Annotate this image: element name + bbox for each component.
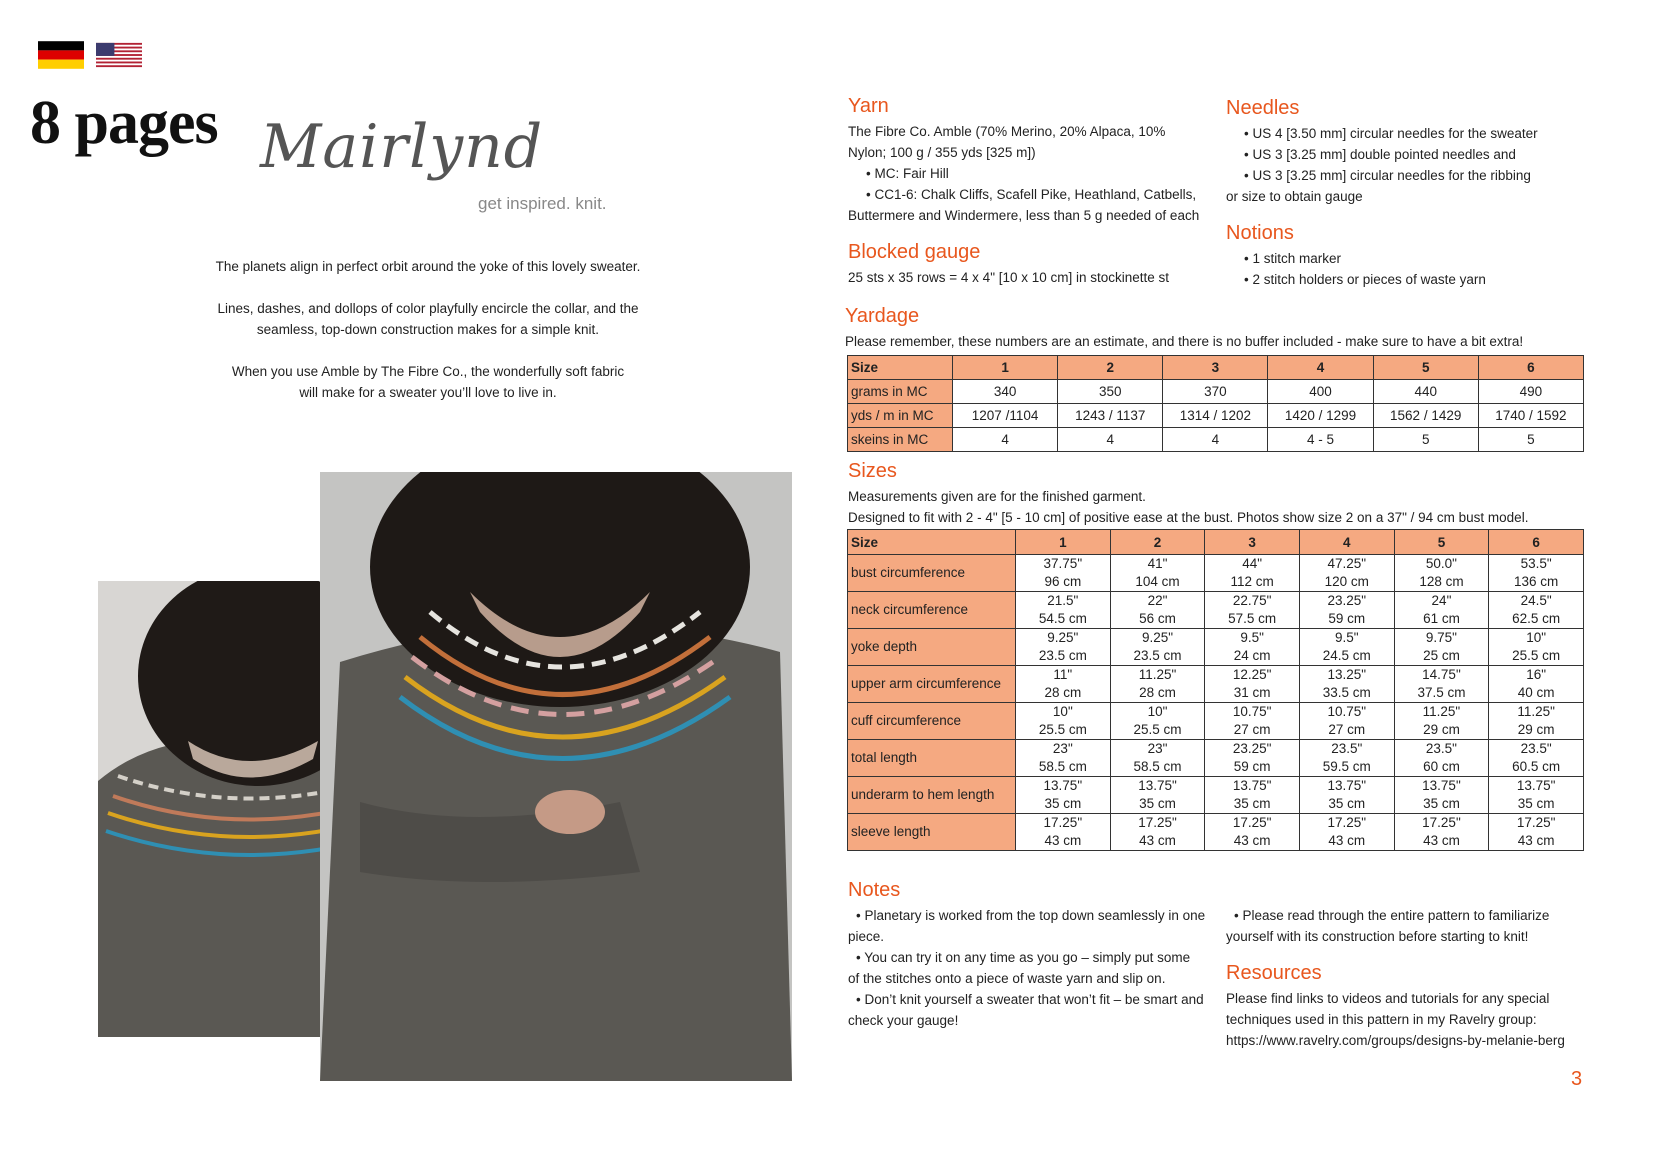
measure-inches: 13.75" [1232, 778, 1272, 793]
yarn-heading: Yarn [848, 95, 889, 117]
measure-cm: 136 cm [1514, 574, 1559, 589]
table-cell [1205, 777, 1300, 814]
table-cell: 370 [1163, 380, 1268, 404]
measure-cm: 57.5 cm [1228, 611, 1277, 626]
note-item-cont: check your gauge! [848, 1013, 959, 1028]
measure-cm: 25.5 cm [1038, 722, 1087, 737]
intro-p2b: seamless, top-down construction makes for a simple knit. [256, 322, 600, 337]
yardage-note: Please remember, these numbers are an estimate, and there is no buffer included - make sure to have a bit extra! [845, 334, 1524, 349]
measure-cm: 128 cm [1419, 574, 1464, 589]
measure-inches: 23" [1147, 741, 1168, 756]
measure-inches: 17.25" [1232, 815, 1272, 830]
measure-inches: 23" [1052, 741, 1073, 756]
row-label: yds / m in MC [848, 404, 953, 428]
measure-inches: 22" [1147, 593, 1168, 608]
measure-cm: 25.5 cm [1512, 648, 1561, 663]
measure-inches: 53.5" [1520, 556, 1552, 571]
table-cell [1016, 592, 1111, 629]
needles-item-text: US 3 [3.25 mm] circular needles for the ribbing [1252, 168, 1531, 183]
logo-wordmark: Mairlynd [260, 112, 544, 182]
table-cell [1489, 777, 1584, 814]
measure-cm: 112 cm [1230, 574, 1274, 589]
measure-inches: 16" [1526, 667, 1547, 682]
measure-inches: 23.25" [1232, 741, 1272, 756]
measure-cm: 37.5 cm [1417, 685, 1466, 700]
yarn-mc: • MC: Fair Hill [866, 166, 949, 181]
table-cell [1110, 740, 1205, 777]
size-column-header: 2 [1058, 356, 1163, 380]
needles-item: • US 3 [3.25 mm] double pointed needles and [1244, 147, 1516, 162]
table-row [848, 703, 1584, 740]
row-label: underarm to hem length [848, 777, 1016, 814]
table-cell: 4 - 5 [1268, 428, 1373, 452]
note-item: • You can try it on any time as you go – simply put some [856, 950, 1191, 965]
measure-cm: 24 cm [1233, 648, 1271, 663]
measure-inches: 9.25" [1141, 630, 1174, 645]
notions-heading: Notions [1226, 222, 1294, 244]
size-column-header: 3 [1163, 356, 1268, 380]
table-cell [1110, 629, 1205, 666]
table-cell [1110, 703, 1205, 740]
measure-cm: 35 cm [1517, 796, 1555, 811]
needles-item: • US 4 [3.50 mm] circular needles for the sweater [1244, 126, 1538, 141]
measure-inches: 17.25" [1516, 815, 1556, 830]
size-header-cell: Size [848, 356, 953, 380]
size-column-header: 6 [1478, 356, 1583, 380]
measure-inches: 9.5" [1240, 630, 1264, 645]
table-cell [1299, 703, 1394, 740]
table-cell [1394, 555, 1489, 592]
yarn-cc-text: CC1-6: Chalk Cliffs, Scafell Pike, Heathland, Catbells, [874, 187, 1197, 202]
size-column-header: 1 [953, 356, 1058, 380]
measure-inches: 11.25" [1517, 704, 1555, 719]
table-cell [1394, 629, 1489, 666]
measure-cm: 28 cm [1139, 685, 1176, 700]
table-cell: 1314 / 1202 [1163, 404, 1268, 428]
table-cell: 350 [1058, 380, 1163, 404]
measure-cm: 43 cm [1517, 833, 1555, 848]
measure-inches: 22.75" [1232, 593, 1272, 608]
note-text: Planetary is worked from the top down seamlessly in one [864, 908, 1206, 923]
table-cell [1489, 666, 1584, 703]
size-header-cell: Size [848, 530, 1016, 555]
row-label: neck circumference [848, 592, 1016, 629]
size-column-header: 3 [1205, 530, 1300, 555]
measure-inches: 23.25" [1327, 593, 1367, 608]
note-text: You can try it on any time as you go – simply put some [864, 950, 1191, 965]
measure-cm: 33.5 cm [1322, 685, 1371, 700]
table-cell: 1243 / 1137 [1058, 404, 1163, 428]
needles-item-text: US 3 [3.25 mm] double pointed needles and [1252, 147, 1516, 162]
table-cell [1205, 629, 1300, 666]
note-item: • Planetary is worked from the top down seamlessly in one [856, 908, 1206, 923]
table-row [848, 666, 1584, 703]
row-label: yoke depth [848, 629, 1016, 666]
notions-item: • 2 stitch holders or pieces of waste yarn [1244, 272, 1486, 287]
table-cell [1016, 666, 1111, 703]
notions-item: • 1 stitch marker [1244, 251, 1342, 266]
size-column-header: 6 [1489, 530, 1584, 555]
note-text: Please read through the entire pattern to familiarize [1242, 908, 1550, 923]
table-cell [1016, 629, 1111, 666]
measure-cm: 61 cm [1423, 611, 1460, 626]
measure-cm: 43 cm [1139, 833, 1176, 848]
measure-inches: 9.5" [1335, 630, 1359, 645]
measure-inches: 10.75" [1327, 704, 1367, 719]
measure-inches: 44" [1242, 556, 1263, 571]
measure-inches: 13.75" [1422, 778, 1461, 793]
measure-cm: 58.5 cm [1133, 759, 1182, 774]
measure-cm: 35 cm [1423, 796, 1460, 811]
table-cell [1394, 666, 1489, 703]
measure-cm: 60.5 cm [1512, 759, 1561, 774]
row-label: bust circumference [848, 555, 1016, 592]
yarn-cc: • CC1-6: Chalk Cliffs, Scafell Pike, Heathland, Catbells, [866, 187, 1197, 202]
table-cell [1489, 629, 1584, 666]
measure-inches: 12.25" [1232, 667, 1272, 682]
measure-inches: 24.5" [1520, 593, 1552, 608]
table-cell [1299, 666, 1394, 703]
yarn-cc2: Buttermere and Windermere, less than 5 g needed of each [848, 208, 1200, 223]
measure-cm: 120 cm [1324, 574, 1369, 589]
table-cell [1205, 592, 1300, 629]
table-cell [1205, 740, 1300, 777]
table-row [848, 592, 1584, 629]
table-cell [1016, 740, 1111, 777]
table-row [848, 380, 1584, 404]
measure-inches: 23.5" [1331, 741, 1363, 756]
table-cell [1299, 629, 1394, 666]
measure-cm: 43 cm [1233, 833, 1271, 848]
measure-inches: 10" [1052, 704, 1073, 719]
resources-text [1226, 988, 1626, 1051]
brand-logo [260, 112, 607, 213]
table-cell [1299, 740, 1394, 777]
yardage-heading: Yardage [845, 305, 920, 327]
table-cell [1299, 814, 1394, 851]
measure-cm: 23.5 cm [1038, 648, 1087, 663]
row-label: cuff circumference [848, 703, 1016, 740]
table-row [848, 814, 1584, 851]
measure-inches: 9.75" [1425, 630, 1457, 645]
measure-cm: 29 cm [1517, 722, 1555, 737]
note-item-cont: yourself with its construction before starting to knit! [1226, 929, 1529, 944]
size-column-header: 5 [1373, 356, 1478, 380]
measure-cm: 43 cm [1328, 833, 1366, 848]
measure-cm: 104 cm [1135, 574, 1180, 589]
measure-cm: 35 cm [1139, 796, 1176, 811]
size-column-header: 5 [1394, 530, 1489, 555]
row-label: grams in MC [848, 380, 953, 404]
measure-cm: 28 cm [1044, 685, 1082, 700]
notes-list-right [1226, 905, 1606, 947]
needles-footer: or size to obtain gauge [1226, 189, 1363, 204]
sizes-heading: Sizes [848, 460, 897, 482]
size-column-header: 4 [1268, 356, 1373, 380]
sizes-note-1: Measurements given are for the finished garment. [848, 489, 1146, 504]
table-cell: 4 [1058, 428, 1163, 452]
measure-cm: 40 cm [1517, 685, 1555, 700]
notes-list [848, 905, 1218, 1031]
measure-inches: 11.25" [1138, 667, 1177, 682]
table-cell [1489, 740, 1584, 777]
measure-cm: 24.5 cm [1322, 648, 1371, 663]
table-cell: 440 [1373, 380, 1478, 404]
measure-cm: 96 cm [1044, 574, 1082, 589]
note-item-cont: piece. [848, 929, 885, 944]
table-cell: 340 [953, 380, 1058, 404]
table-cell [1394, 703, 1489, 740]
measure-cm: 43 cm [1044, 833, 1082, 848]
table-cell: 5 [1478, 428, 1583, 452]
measure-cm: 29 cm [1423, 722, 1460, 737]
measure-cm: 59 cm [1328, 611, 1366, 626]
measure-cm: 58.5 cm [1038, 759, 1087, 774]
measure-inches: 10" [1526, 630, 1547, 645]
needles-list [1226, 123, 1606, 207]
size-column-header: 2 [1110, 530, 1205, 555]
needles-item: • US 3 [3.25 mm] circular needles for the ribbing [1244, 168, 1531, 183]
table-cell [1205, 666, 1300, 703]
table-cell: 5 [1373, 428, 1478, 452]
table-cell [1016, 777, 1111, 814]
table-row [848, 740, 1584, 777]
table-cell [1299, 555, 1394, 592]
yarn-details [848, 121, 1208, 226]
row-label: total length [848, 740, 1016, 777]
needles-heading: Needles [1226, 97, 1300, 119]
page-number: 3 [1571, 1068, 1583, 1090]
table-cell [1016, 555, 1111, 592]
row-label: upper arm circumference [848, 666, 1016, 703]
measure-inches: 10.75" [1232, 704, 1272, 719]
measure-inches: 24" [1431, 593, 1452, 608]
measure-cm: 62.5 cm [1512, 611, 1561, 626]
table-cell: 1420 / 1299 [1268, 404, 1373, 428]
table-header-row [848, 356, 1584, 380]
intro-p1: The planets align in perfect orbit around the yoke of this lovely sweater. [215, 259, 641, 274]
measure-inches: 21.5" [1047, 593, 1079, 608]
measure-inches: 11.25" [1422, 704, 1461, 719]
table-cell: 4 [1163, 428, 1268, 452]
measure-inches: 17.25" [1043, 815, 1083, 830]
resources-line2: techniques used in this pattern in my Ravelry group: [1226, 1012, 1537, 1027]
notions-list [1226, 248, 1606, 290]
size-column-header: 1 [1016, 530, 1111, 555]
row-label: skeins in MC [848, 428, 953, 452]
measure-inches: 23.5" [1425, 741, 1457, 756]
resources-heading: Resources [1226, 962, 1322, 984]
table-cell [1489, 555, 1584, 592]
measure-inches: 13.25" [1327, 667, 1367, 682]
measure-cm: 31 cm [1233, 685, 1271, 700]
measure-inches: 23.5" [1520, 741, 1552, 756]
notions-item-text: 1 stitch marker [1252, 251, 1342, 266]
measure-inches: 50.0" [1425, 556, 1457, 571]
table-cell [1394, 592, 1489, 629]
measure-cm: 56 cm [1139, 611, 1176, 626]
page-count-title: 8 pages [30, 89, 218, 157]
table-cell [1110, 777, 1205, 814]
notes-heading: Notes [848, 879, 901, 901]
size-column-header: 4 [1299, 530, 1394, 555]
measure-cm: 35 cm [1328, 796, 1366, 811]
table-cell [1016, 703, 1111, 740]
table-row [848, 777, 1584, 814]
measure-cm: 43 cm [1423, 833, 1460, 848]
table-row [848, 629, 1584, 666]
table-cell [1205, 814, 1300, 851]
intro-p3a: When you use Amble by The Fibre Co., the wonderfully soft fabric [231, 364, 625, 379]
measure-cm: 25.5 cm [1133, 722, 1182, 737]
us-flag-icon [96, 38, 142, 72]
measure-inches: 10" [1147, 704, 1168, 719]
german-flag-icon [38, 38, 84, 72]
table-row [848, 555, 1584, 592]
ravelry-link[interactable]: https://www.ravelry.com/groups/designs-by-melanie-berg [1226, 1033, 1565, 1048]
measure-inches: 17.25" [1422, 815, 1461, 830]
note-text: Don’t knit yourself a sweater that won’t fit – be smart and [864, 992, 1204, 1007]
note-item: • Please read through the entire pattern to familiarize [1234, 908, 1550, 923]
row-label: sleeve length [848, 814, 1016, 851]
measure-inches: 41" [1147, 556, 1168, 571]
table-cell: 400 [1268, 380, 1373, 404]
table-cell: 4 [953, 428, 1058, 452]
measure-cm: 27 cm [1233, 722, 1271, 737]
measure-cm: 23.5 cm [1133, 648, 1182, 663]
table-cell [1394, 777, 1489, 814]
sweater-front-photo [320, 472, 792, 1081]
note-item: • Don’t knit yourself a sweater that won’t fit – be smart and [856, 992, 1204, 1007]
table-cell [1394, 814, 1489, 851]
yarn-line2: Nylon; 100 g / 355 yds [325 m]) [848, 145, 1036, 160]
table-cell [1205, 703, 1300, 740]
measure-inches: 13.75" [1043, 778, 1083, 793]
measure-cm: 35 cm [1044, 796, 1082, 811]
intro-p2a: Lines, dashes, and dollops of color playfully encircle the collar, and the [217, 301, 639, 316]
measure-cm: 35 cm [1233, 796, 1271, 811]
notions-item-text: 2 stitch holders or pieces of waste yarn [1252, 272, 1486, 287]
sizes-table [847, 529, 1584, 851]
table-cell [1205, 555, 1300, 592]
measure-inches: 17.25" [1138, 815, 1177, 830]
table-cell: 1740 / 1592 [1478, 404, 1583, 428]
table-cell: 1207 /1104 [953, 404, 1058, 428]
yarn-mc-text: MC: Fair Hill [874, 166, 949, 181]
table-cell [1489, 592, 1584, 629]
table-cell [1110, 666, 1205, 703]
table-cell [1394, 740, 1489, 777]
table-cell [1299, 777, 1394, 814]
measure-inches: 13.75" [1138, 778, 1177, 793]
yarn-line1: The Fibre Co. Amble (70% Merino, 20% Alpaca, 10% [848, 124, 1166, 139]
measure-inches: 11" [1053, 667, 1073, 682]
intro-text [205, 256, 651, 424]
measure-inches: 9.25" [1047, 630, 1079, 645]
logo-tagline: get inspired. knit. [478, 194, 607, 213]
table-cell [1110, 814, 1205, 851]
measure-inches: 17.25" [1327, 815, 1367, 830]
resources-line1: Please find links to videos and tutorials for any special [1226, 991, 1550, 1006]
gauge-text: 25 sts x 35 rows = 4 x 4" [10 x 10 cm] in stockinette st [848, 270, 1170, 285]
table-cell [1016, 814, 1111, 851]
table-row [848, 428, 1584, 452]
table-cell [1110, 592, 1205, 629]
measure-inches: 37.75" [1043, 556, 1083, 571]
table-cell [1110, 555, 1205, 592]
measure-cm: 25 cm [1423, 648, 1460, 663]
measure-cm: 59.5 cm [1322, 759, 1371, 774]
note-item-cont: of the stitches onto a piece of waste yarn and slip on. [848, 971, 1166, 986]
measure-inches: 13.75" [1327, 778, 1367, 793]
table-cell [1299, 592, 1394, 629]
table-cell: 1562 / 1429 [1373, 404, 1478, 428]
measure-inches: 14.75" [1422, 667, 1461, 682]
yardage-table [847, 355, 1584, 452]
measure-cm: 54.5 cm [1038, 611, 1087, 626]
needles-item-text: US 4 [3.50 mm] circular needles for the sweater [1252, 126, 1538, 141]
table-cell [1489, 703, 1584, 740]
sizes-note-2: Designed to fit with 2 - 4" [5 - 10 cm] of positive ease at the bust. Photos show size 2 on a 37" / 94 cm bust model. [848, 510, 1529, 525]
gauge-heading: Blocked gauge [848, 241, 981, 263]
measure-cm: 59 cm [1233, 759, 1271, 774]
intro-p3b: will make for a sweater you’ll love to live in. [299, 385, 557, 400]
measure-inches: 47.25" [1327, 556, 1367, 571]
table-cell: 490 [1478, 380, 1583, 404]
measure-cm: 60 cm [1423, 759, 1460, 774]
table-row [848, 404, 1584, 428]
measure-cm: 27 cm [1328, 722, 1366, 737]
table-header-row [848, 530, 1584, 555]
table-cell [1489, 814, 1584, 851]
measure-inches: 13.75" [1516, 778, 1556, 793]
